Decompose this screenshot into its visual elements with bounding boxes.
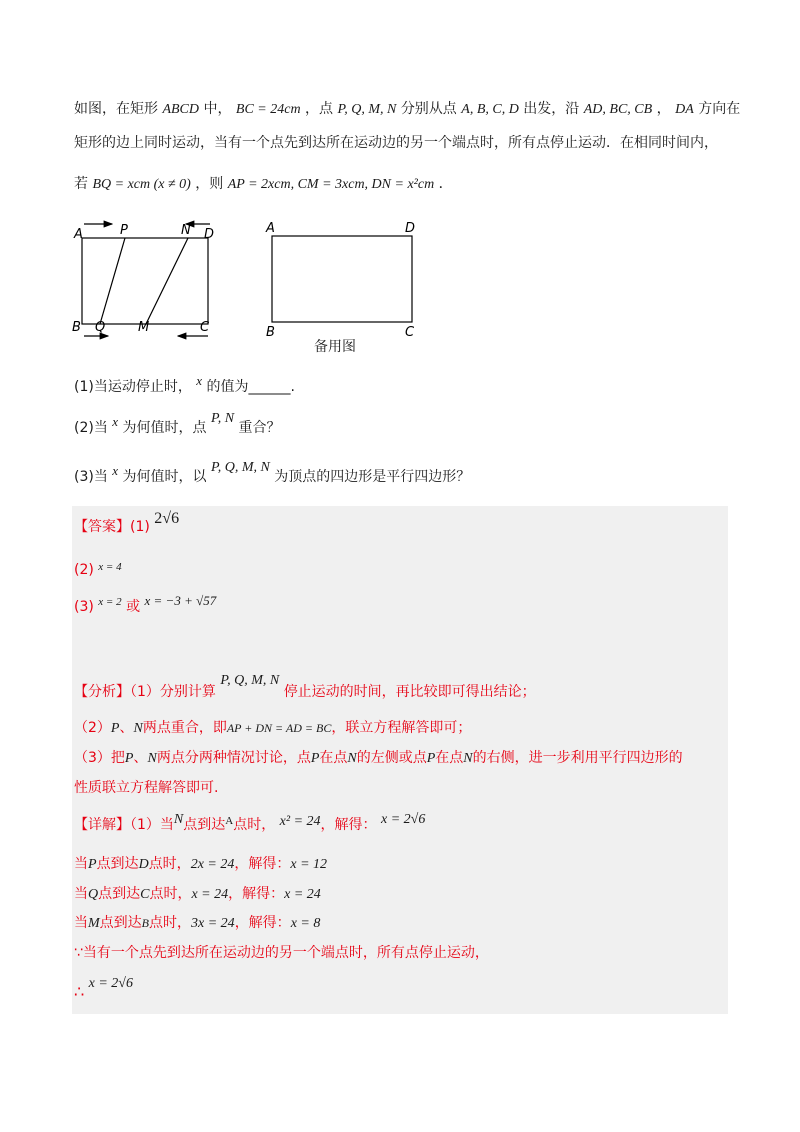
answer-line-1: [74, 510, 180, 537]
point-p: P: [124, 751, 134, 766]
label-c: C: [405, 325, 415, 340]
equation: 3x = 24: [191, 916, 235, 931]
text: （2）: [74, 720, 111, 736]
point-n: N: [147, 751, 157, 766]
question-3: [74, 460, 471, 488]
label-a: A: [266, 221, 275, 236]
text: 停止运动的时间，再比较即可得出结论；: [283, 684, 536, 700]
bc-length: BC = 24cm: [235, 102, 301, 117]
point-p: P: [110, 721, 120, 736]
moving-points: P, Q, M, N: [337, 102, 397, 117]
analysis-label: 【分析】: [74, 684, 130, 700]
equation: x = 24: [191, 887, 229, 902]
text: 为何值时，以: [122, 469, 207, 485]
answer-1-value: 2√6: [154, 510, 180, 527]
text: ，: [656, 101, 671, 117]
text: 当: [74, 856, 88, 872]
figure-caption: 备用图: [314, 339, 356, 355]
point-p: P: [88, 857, 97, 872]
text: 、: [133, 750, 148, 766]
text: 方向在: [698, 101, 741, 117]
detail-line-6: [74, 976, 133, 1001]
text: (2): [74, 562, 94, 578]
bq-expr: BQ = xcm (x ≠ 0): [92, 177, 191, 192]
point-n: N: [463, 751, 473, 766]
analysis-line-4: 性质联立方程解答即可.: [74, 780, 219, 796]
label-b: B: [266, 325, 275, 340]
point-n: N: [173, 812, 184, 827]
text: 点到达: [96, 856, 139, 872]
text: 点时，: [233, 817, 276, 833]
text: 的左侧或点: [356, 750, 427, 766]
var-x: x: [112, 463, 119, 478]
text: 点时，: [149, 886, 192, 902]
equation: x² = 24: [279, 814, 321, 829]
conclusion: x = 2√6: [88, 976, 133, 991]
rectangle-abcd: [82, 238, 208, 324]
text: 重合？: [238, 420, 281, 436]
answer-3b-value: x = −3 + √57: [144, 593, 217, 608]
text: 点到达: [183, 817, 226, 833]
text: ，则: [195, 176, 224, 192]
text: 如图，在矩形: [74, 101, 158, 117]
point-p: P: [310, 751, 320, 766]
answer-line-2: [74, 560, 122, 581]
text: 两点重合，即: [142, 720, 227, 736]
text: 在点: [319, 750, 348, 766]
point-m: M: [88, 916, 100, 931]
edge-da: DA: [675, 102, 694, 117]
segment-pq: [100, 238, 125, 324]
text: 或: [126, 599, 141, 615]
text: ，解得：: [234, 856, 291, 872]
start-points: A, B, C, D: [461, 102, 519, 117]
points-pn: P, N: [210, 411, 235, 426]
label-b: B: [72, 320, 81, 335]
problem-line-3: [74, 174, 453, 195]
text: 点时，: [149, 915, 192, 931]
problem-line-2: 矩形的边上同时运动，当有一个点先到达所在运动边的另一个端点时，所有点停止运动．在相同时间内，: [74, 135, 718, 151]
text: 中，: [203, 101, 232, 117]
equation: 2x = 24: [190, 857, 235, 872]
var-x: x: [112, 414, 119, 429]
label-q: Q: [95, 320, 106, 335]
text: ，解得：: [320, 817, 377, 833]
point-p: P: [426, 751, 436, 766]
text: 出发，沿: [523, 101, 580, 117]
point-d: D: [138, 857, 149, 872]
text: 的右侧，进一步利用平行四边形的: [472, 750, 683, 766]
point-b: B: [141, 916, 150, 930]
text: ，联立方程解答即可；: [331, 720, 472, 736]
points-pqmn: P, Q, M, N: [210, 460, 270, 475]
edges: AD, BC, CB: [583, 102, 653, 117]
var-x: x: [196, 373, 203, 388]
text: 为顶点的四边形是平行四边形？: [274, 469, 471, 485]
detail-line-3: [74, 884, 321, 905]
answer-line-3: [74, 593, 217, 618]
solution: x = 12: [290, 857, 328, 872]
rectangle-backup: [272, 236, 412, 322]
text: 分别从点: [400, 101, 457, 117]
label-a: A: [74, 227, 83, 242]
text: （1）分别计算: [130, 684, 216, 700]
text: 若: [74, 176, 88, 192]
text: ，点: [305, 101, 334, 117]
detail-line-2: [74, 854, 327, 875]
solution: x = 2√6: [380, 812, 426, 827]
text: （1）当: [130, 817, 174, 833]
analysis-line-2: [74, 718, 471, 739]
answer-label: 【答案】: [74, 519, 130, 535]
detail-line-4: [74, 913, 320, 934]
question-1: [74, 373, 295, 397]
text: ．: [438, 176, 453, 192]
equation: AP + DN = AD = BC: [226, 721, 332, 735]
text: (3)当: [74, 469, 108, 485]
point-q: Q: [88, 887, 99, 902]
detail-line-1: [74, 812, 426, 836]
label-p: P: [120, 223, 128, 238]
text: （3）把: [74, 750, 125, 766]
text: 当: [74, 886, 88, 902]
label-c: C: [200, 320, 210, 335]
segment-nm: [146, 238, 188, 324]
text: 在点: [435, 750, 464, 766]
rates-expr: AP = 2xcm, CM = 3xcm, DN = x²cm: [227, 177, 435, 192]
text: 当: [74, 915, 88, 931]
label-d: D: [405, 221, 416, 236]
figure-main: [64, 214, 224, 344]
text: (1): [130, 519, 150, 535]
label-n: N: [181, 223, 191, 238]
therefore-symbol: ∴: [74, 982, 85, 1001]
points: P, Q, M, N: [220, 673, 280, 688]
answer-2-value: x = 4: [98, 561, 122, 573]
point-c: C: [140, 887, 150, 902]
text: 点时，: [148, 856, 191, 872]
question-2: [74, 411, 281, 439]
text: (1)当运动停止时，: [74, 379, 192, 395]
text: 两点分两种情况讨论，点: [156, 750, 311, 766]
analysis-line-3: [74, 748, 683, 769]
text: 为何值时，点: [122, 420, 207, 436]
detail-line-5: ∵当有一个点先到达所在运动边的另一个端点时，所有点停止运动，: [74, 945, 489, 961]
label-m: M: [138, 320, 150, 335]
solution: x = 24: [284, 887, 321, 902]
text: (2)当: [74, 420, 108, 436]
solution: x = 8: [290, 916, 321, 931]
rect-name: ABCD: [162, 102, 200, 117]
text: (3): [74, 599, 94, 615]
label-d: D: [204, 227, 215, 242]
text: ，解得：: [234, 915, 291, 931]
text: ，解得：: [228, 886, 285, 902]
text: 点到达: [99, 915, 142, 931]
detail-label: 【详解】: [74, 817, 130, 833]
analysis-line-1: [74, 673, 536, 703]
text: 点到达: [98, 886, 141, 902]
answer-3a-value: x = 2: [98, 596, 122, 608]
text: 、: [119, 720, 134, 736]
problem-line-1: [74, 99, 740, 120]
point-a: A: [225, 815, 234, 827]
text: 的值为______.: [206, 379, 295, 395]
point-n: N: [347, 751, 357, 766]
point-n: N: [133, 721, 143, 736]
